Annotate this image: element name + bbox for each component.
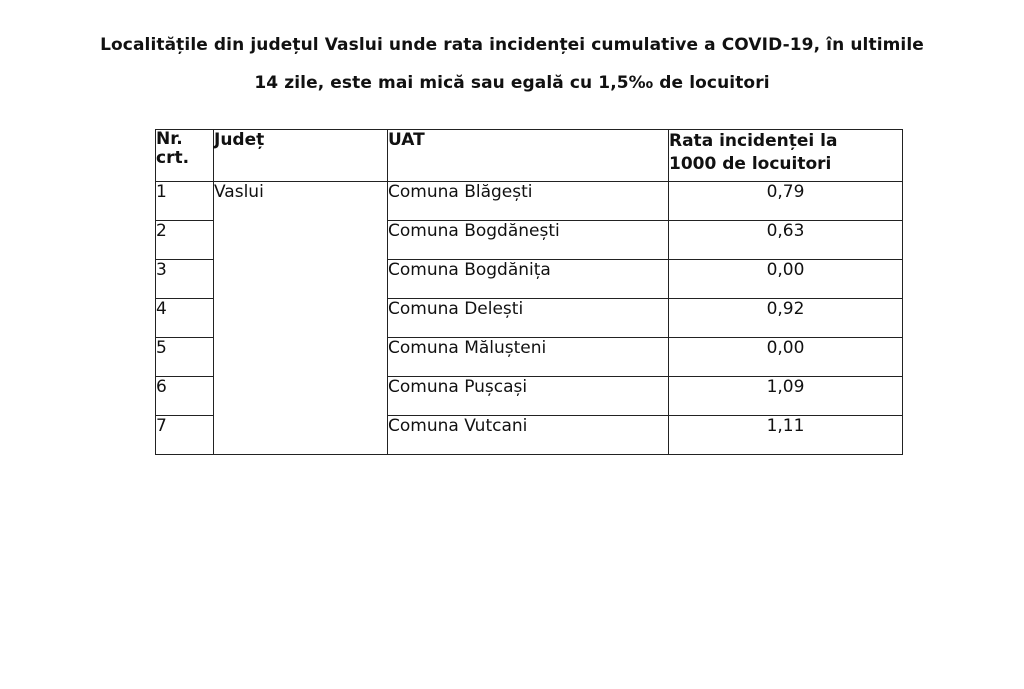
row-uat: Comuna Bogdănești <box>388 221 669 260</box>
row-uat: Comuna Bogdănița <box>388 260 669 299</box>
row-uat: Comuna Delești <box>388 299 669 338</box>
table-row <box>156 182 903 221</box>
header-rate-line-2: 1000 de locuitori <box>669 154 832 174</box>
table-header-row <box>156 130 903 182</box>
header-nr-crt <box>156 130 214 182</box>
judet-cell: Vaslui <box>214 182 388 455</box>
row-nr: 7 <box>156 416 214 455</box>
row-uat: Comuna Pușcași <box>388 377 669 416</box>
row-rate: 0,00 <box>669 260 903 299</box>
header-rate-line-1: Rata incidenței la <box>669 131 838 151</box>
document-title <box>0 26 1024 102</box>
header-uat: UAT <box>388 130 669 182</box>
row-rate: 1,11 <box>669 416 903 455</box>
row-uat: Comuna Blăgești <box>388 182 669 221</box>
row-nr: 5 <box>156 338 214 377</box>
row-nr: 2 <box>156 221 214 260</box>
header-nr-line-2: crt. <box>156 148 190 168</box>
row-uat: Comuna Mălușteni <box>388 338 669 377</box>
row-rate: 0,79 <box>669 182 903 221</box>
header-judet: Județ <box>214 130 388 182</box>
title-line-1: Localitățile din județul Vaslui unde rata incidenței cumulative a COVID-19, în ultimile <box>100 35 924 55</box>
incidence-table <box>155 129 903 455</box>
row-uat: Comuna Vutcani <box>388 416 669 455</box>
row-rate: 1,09 <box>669 377 903 416</box>
row-rate: 0,00 <box>669 338 903 377</box>
row-nr: 6 <box>156 377 214 416</box>
row-nr: 3 <box>156 260 214 299</box>
header-nr-line-1: Nr. <box>156 129 183 149</box>
row-nr: 4 <box>156 299 214 338</box>
row-nr: 1 <box>156 182 214 221</box>
row-rate: 0,63 <box>669 221 903 260</box>
row-rate: 0,92 <box>669 299 903 338</box>
title-line-2: 14 zile, este mai mică sau egală cu 1,5‰ de locuitori <box>254 73 770 93</box>
header-rate <box>669 130 903 182</box>
